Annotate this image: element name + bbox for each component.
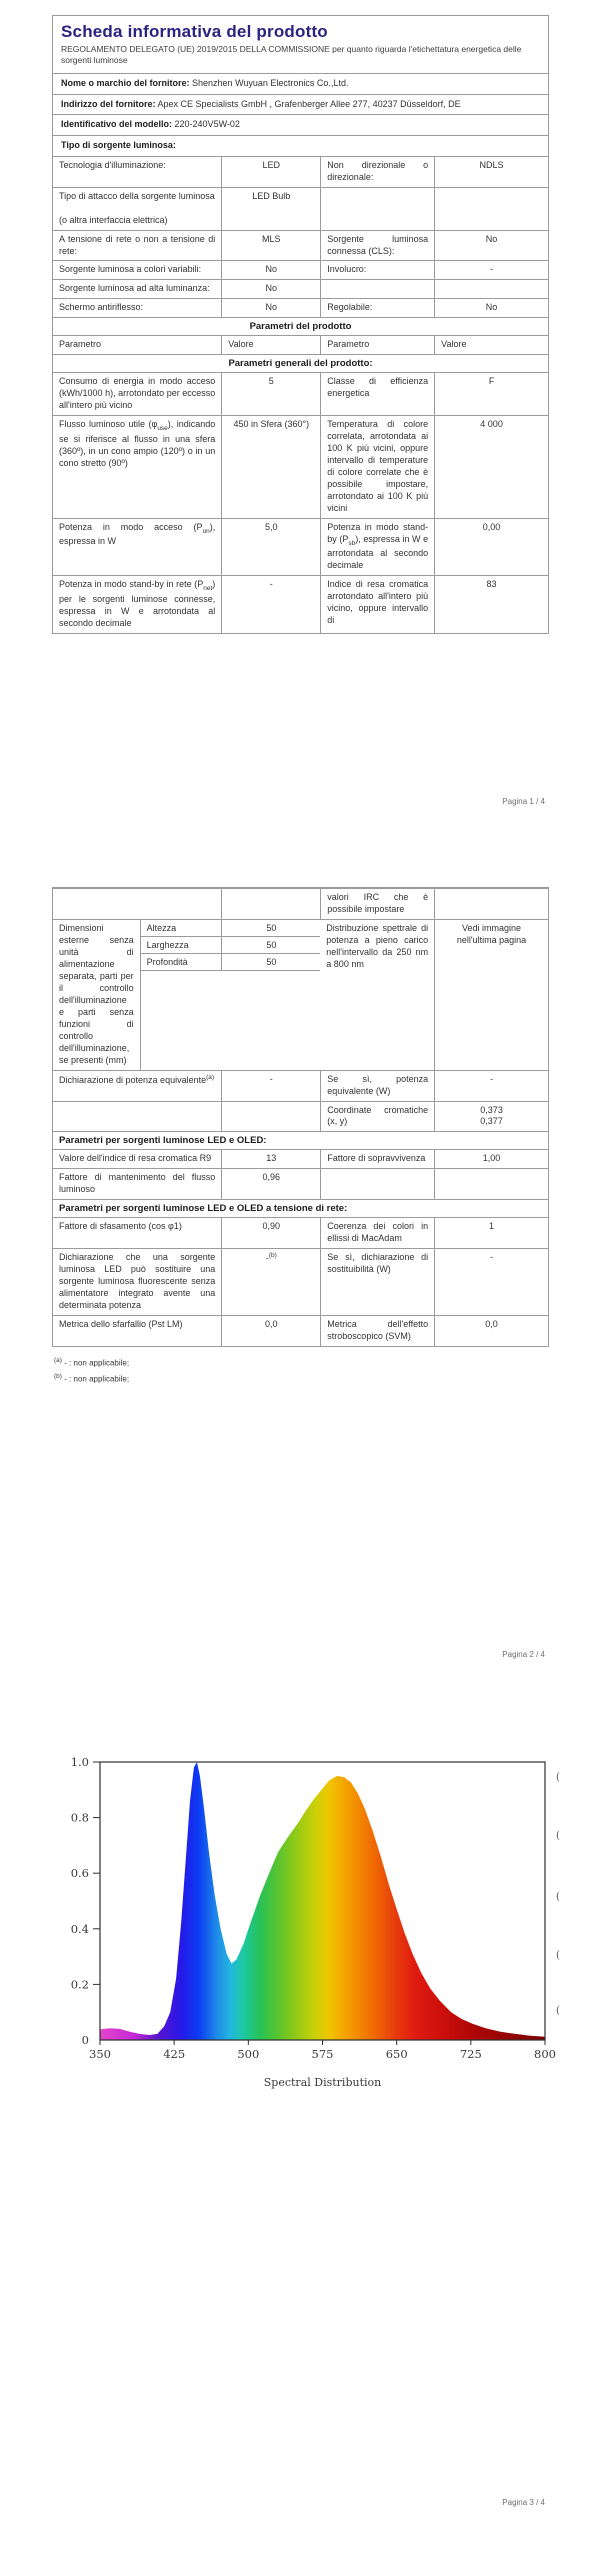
param-value-cell: 4 000 [434,416,548,518]
spectral-curve [100,1762,545,2040]
param-label-cell: Coerenza dei colori in ellissi di MacAdam [320,1218,434,1248]
param-label-cell: Fattore di mantenimento del flusso luminoso [59,1172,216,1195]
table-row [53,888,548,919]
field-value: 220-240V5W-02 [174,119,240,130]
param-label-cell: Parametro [320,336,434,354]
product-fiche-table-page2 [52,887,549,1347]
x-axis-title: Spectral Distribution [263,2076,382,2089]
dimension-name: Larghezza [146,939,189,950]
param-label-cell: Sorgente luminosa connessa (CLS): [320,231,434,261]
param-label-cell: Fattore di sfasamento (cos φ1) [59,1221,182,1232]
section-header-row: Parametri per sorgenti luminose LED e OLED: [53,1131,548,1149]
param-value-cell [434,280,548,298]
param-label-cell: Valore [434,336,548,354]
dimensions-row [53,919,548,1070]
param-label-cell [320,1169,434,1199]
regulation-subtitle: REGOLAMENTO DELEGATO (UE) 2019/2015 DELLA COMMISSIONE per quanto riguarda l'etichettatura energetica delle sorgenti luminose [61,44,522,66]
param-label-cell: Potenza in modo stand-by $(P_{sb})$, espressa in W e arrotondata al secondo decimale [320,519,434,575]
table-row [53,372,548,415]
param-label-cell: Temperatura di colore correlata, arrotondata ai 100 K più vicini, oppure intervallo di temperature di colore correlate che è possibile impostare, arrotondato ai 100 K più vicini [320,416,434,518]
param-label-cell: Metrica dell'effetto stroboscopico (SVM) [320,1316,434,1346]
footnote: $^{(b)}$ - : non applicabile; [54,1372,130,1384]
param-value-cell: NDLS [434,157,548,187]
param-value-cell: MLS [221,231,320,261]
supplier-row [53,73,548,94]
dimension-value: 50 [221,954,320,970]
param-value-cell [434,188,548,230]
param-label-cell: Fattore di sopravvivenza [320,1150,434,1168]
page-title: Scheda informativa del prodotto [61,22,328,41]
param-value-cell: 450 in Sfera (360°) [221,416,320,518]
section-header-row: Parametri per sorgenti luminose LED e OLED a tensione di rete: [53,1199,548,1217]
param-label-cell: Valore dell'indice di resa cromatica R9 [59,1153,212,1164]
param-value-cell: - [221,1071,320,1101]
field-label: Indirizzo del fornitore: [61,98,156,109]
param-label-cell: Schermo antiriflesso: [59,302,144,313]
y-tick-label: 0.2 [70,1977,89,1992]
product-fiche-table-page1 [52,15,549,634]
param-label-cell: Coordinate cromatiche (x, y) [320,1102,434,1132]
field-label: Tipo di sorgente luminosa: [61,140,176,150]
parameter-rows-page1 [53,156,548,633]
param-label-cell: Dimensioni esterne senza unità di alimentazione separata, parti per il controllo dell'illuminazione e parti senza funzioni di controllo dell'illuminazione, se presenti (mm) [59,922,134,1065]
param-value-cell [221,889,320,919]
table-row [53,415,548,518]
param-value-cell: No [221,299,320,317]
param-value-cell: 0,96 [221,1169,320,1199]
dimension-subrow [141,954,321,971]
param-value-cell: -$^{(b)}$ [221,1249,320,1315]
clipped-right-tick-label: ( [556,1891,560,1903]
table-row [53,1149,548,1168]
param-value-cell: 0,0 [434,1316,548,1346]
table-row [53,1101,548,1132]
table-row [53,575,548,632]
param-label-cell: Non direzionale o direzionale: [320,157,434,187]
clipped-right-tick-label: ( [556,1771,560,1783]
x-tick-label: 725 [459,2047,482,2061]
param-value-cell [434,889,548,919]
table-row [53,156,548,187]
param-label-cell: Dichiarazione che una sorgente luminosa LED può sostituire una sorgente luminosa fluorescente senza alimentatore integrato avente una determinata potenza [59,1252,216,1311]
page-number-3: Pagina 3 / 4 [502,2498,545,2507]
param-value-cell: - [434,261,548,279]
supplier-row [53,135,548,156]
param-label-cell: Tecnologia d'illuminazione: [59,159,166,170]
param-label-cell: A tensione di rete o non a tensione di rete: [59,233,216,256]
footnote: $^{(a)}$ - : non applicabile; [54,1357,130,1368]
dimension-value: 50 [221,920,320,936]
param-value-cell [221,1102,320,1132]
param-value-cell: No [221,280,320,298]
table-row [53,1070,548,1101]
param-value-cell: F [434,373,548,415]
param-label-cell [53,889,221,919]
param-value-cell: 5 [221,373,320,415]
field-label: Identificativo del modello: [61,119,173,130]
table-row [53,1315,548,1346]
section-header-row: Parametri del prodotto [53,317,548,335]
x-tick-label: 425 [163,2047,186,2061]
param-value-cell: 1 [434,1218,548,1248]
clipped-right-tick-label: ( [556,1830,560,1842]
param-value-cell: No [434,299,548,317]
param-value-cell: 13 [221,1150,320,1168]
supplier-row [53,94,548,115]
param-label-cell: Sorgente luminosa a colori variabili: [59,264,202,275]
param-label-cell: Potenza in modo acceso $(P_{on})$, espressa in W [59,522,216,547]
param-label-cell: Sorgente luminosa ad alta luminanza: [59,283,210,294]
param-value-cell: 1,00 [434,1150,548,1168]
param-value-cell: 83 [434,576,548,632]
page-number-2: Pagina 2 / 4 [502,1650,545,1659]
param-value-cell: 5,0 [221,519,320,575]
param-value-cell: 0,373 0,377 [434,1102,548,1132]
y-tick-label: 0.8 [70,1810,89,1825]
dimension-name: Profondità [146,956,188,967]
table-row [53,298,548,317]
table-row [53,260,548,279]
table-row [53,1248,548,1315]
page-2 [52,887,549,1387]
param-label-cell: Indice di resa cromatica arrotondato all'intero più vicino, oppure intervallo di [320,576,434,632]
x-tick-label: 575 [311,2047,334,2061]
param-value-cell: - [434,1071,548,1101]
param-label-cell: Flusso luminoso utile $(\varphi_{use})$, indicando se si riferisce al flusso in una sfera (360º), in un cono ampio (120º) o in un cono stretto (90º) [59,419,216,468]
param-label-cell: Valore [221,336,320,354]
y-tick-label: 0 [81,2033,89,2047]
param-value-cell: - [434,1249,548,1315]
param-label-cell: Involucro: [320,261,434,279]
table-row [53,230,548,261]
param-label-cell: Regolabile: [320,299,434,317]
param-label-cell: Potenza in modo stand-by in rete $(P_{net})$ per le sorgenti luminose connesse, espressa in W e arrotondata al secondo decimale [59,579,216,628]
table-row [53,187,548,230]
field-value: Apex CE Specialists GmbH , Grafenberger Allee 277, 40237 Düsseldorf, DE [157,98,461,109]
page-number-1: Pagina 1 / 4 [502,797,545,806]
dimensions-subtable [140,920,321,1070]
param-value-cell: No [434,231,548,261]
clipped-right-tick-label: ( [556,1949,560,1961]
y-tick-label: 1.0 [70,1755,89,1769]
page-1 [52,15,549,634]
param-label-cell: Se sì, dichiarazione di sostituibilità (W) [320,1249,434,1315]
table-row [53,1217,548,1248]
param-value-cell: No [221,261,320,279]
x-tick-label: 650 [385,2047,408,2061]
footnotes [52,1347,549,1387]
param-value-cell: LED [221,157,320,187]
param-label-cell: Parametro [59,339,102,350]
param-label-cell [53,1102,221,1132]
param-value-cell: LED Bulb [221,188,320,230]
param-label-cell: Consumo di energia in modo acceso (kWh/1000 h), arrotondato per eccesso all'intero più vicino [59,376,216,411]
param-value-cell: 0,0 [221,1316,320,1346]
table-row [53,518,548,575]
param-value-cell: 0,90 [221,1218,320,1248]
x-tick-label: 500 [237,2047,260,2061]
param-value-cell: - [221,576,320,632]
parameter-rows-page2 [53,888,548,1346]
y-tick-label: 0.6 [70,1866,89,1881]
param-value-cell: Vedi immagine nell'ultima pagina [434,920,548,1070]
param-label-cell: Dichiarazione di potenza equivalente$^{(a)}$ [59,1073,215,1085]
dimension-name: Altezza [146,922,177,933]
param-value-cell [434,1169,548,1199]
spectral-distribution-chart [0,1740,603,2120]
x-tick-label: 800 [534,2047,556,2061]
table-row [53,1168,548,1199]
param-label-cell: Distribuzione spettrale di potenza a pieno carico nell'intervallo da 250 nm a 800 nm [326,922,429,969]
column-header-row [53,335,548,354]
field-value: Shenzhen Wuyuan Electronics Co.,Ltd. [192,77,349,88]
dimension-subrow [141,920,321,937]
field-label: Nome o marchio del fornitore: [61,77,190,88]
spectral-distribution-svg [0,1740,603,2120]
y-tick-label: 0.4 [70,1921,89,1936]
dimension-value: 50 [221,937,320,953]
param-label-cell: Se sì, potenza equivalente (W) [320,1071,434,1101]
param-label-cell [320,280,434,298]
supplier-row [53,114,548,135]
x-tick-label: 350 [89,2047,111,2061]
section-header-row: Parametri generali del prodotto: [53,354,548,372]
dimension-subrow [141,937,321,954]
param-label-cell: Tipo di attacco della sorgente luminosa (o altra interfaccia elettrica) [59,190,215,225]
clipped-right-tick-label: ( [556,2005,560,2017]
param-label-cell [320,188,434,230]
supplier-info-rows [53,73,548,156]
param-value-cell: 0,00 [434,519,548,575]
param-label-cell: Metrica dello sfarfallio (Pst LM) [59,1319,183,1330]
param-label-cell: Classe di efficienza energetica [320,373,434,415]
table-row [53,279,548,298]
param-label-cell: valori IRC che è possibile impostare [320,889,434,919]
